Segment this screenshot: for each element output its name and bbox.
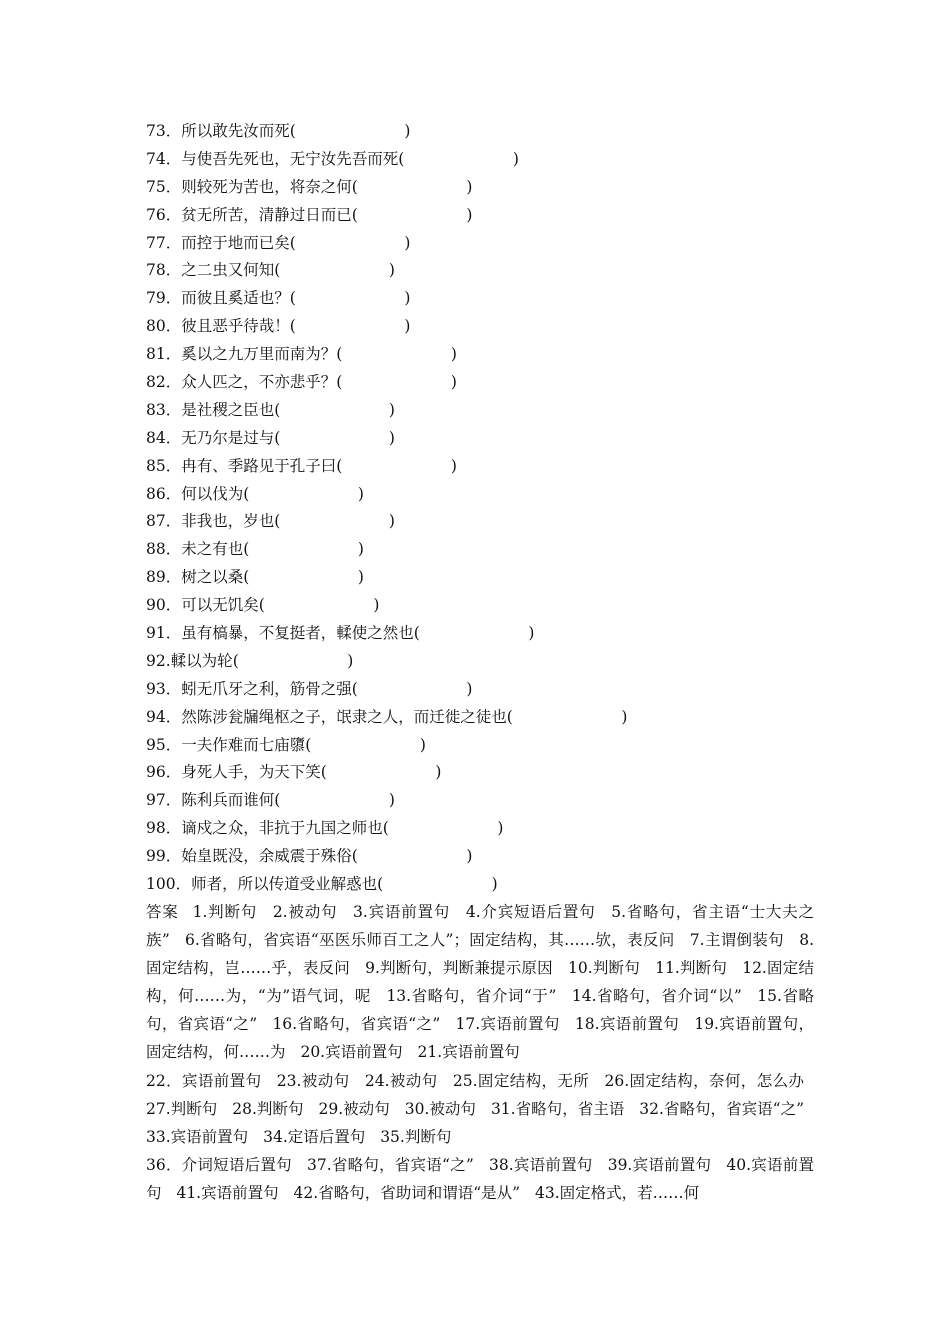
question-text: 无乃尔是过与 xyxy=(181,428,275,447)
answer-entry: 34.定语后置句 xyxy=(263,1127,366,1146)
question-number: 92 xyxy=(146,651,166,670)
question-separator: ． xyxy=(165,345,182,364)
answer-entry: 13.省略句，省介词“于” xyxy=(386,987,557,1006)
question-text: 之二虫又何知 xyxy=(181,261,275,280)
question-text: 彼且恶乎待哉！ xyxy=(181,317,290,336)
answer-heading: 答案 xyxy=(146,903,179,921)
question-text: 然陈涉瓮牖绳枢之子，氓隶之人，而迁徙之徒也 xyxy=(181,707,507,726)
question-item xyxy=(146,425,846,453)
question-text: 身死人手，为天下笑 xyxy=(181,763,321,782)
answer-blank: ( ) xyxy=(232,651,354,670)
answer-blank: ( ) xyxy=(336,373,457,392)
question-item xyxy=(146,759,846,787)
question-text: 谪戍之众，非抗于九国之师也 xyxy=(181,819,383,838)
answer-entry: 21.宾语前置句 xyxy=(417,1043,520,1062)
question-text: 未之有也 xyxy=(181,540,244,559)
question-number: 99 xyxy=(146,847,166,866)
question-separator: ． xyxy=(175,875,192,894)
question-item xyxy=(146,787,846,815)
question-separator: ． xyxy=(165,428,182,447)
question-item xyxy=(146,648,846,676)
question-number: 94 xyxy=(146,707,166,726)
question-item xyxy=(146,118,846,146)
answer-entry: 24.被动句 xyxy=(364,1071,438,1090)
answer-entry: 6.省略句，省宾语“巫医乐师百工之人”；固定结构，其……欤，表反问 xyxy=(185,931,675,950)
answer-blank: ( ) xyxy=(258,596,380,615)
question-item xyxy=(146,704,846,732)
answer-entry: 10.判断句 xyxy=(567,959,640,978)
answer-entry: 26.固定结构，奈何，怎么办 xyxy=(604,1071,804,1090)
question-item xyxy=(146,843,846,871)
question-number: 77 xyxy=(146,233,166,252)
question-text: 非我也，岁也 xyxy=(181,512,275,531)
answer-blank: ( ) xyxy=(274,791,395,810)
question-number: 75 xyxy=(146,177,166,196)
answer-entry: 39.宾语前置句 xyxy=(607,1155,712,1174)
question-text: 一夫作难而七庙隳 xyxy=(181,735,306,754)
answer-blank: ( ) xyxy=(274,428,395,447)
answer-entry: 4.介宾短语后置句 xyxy=(465,903,596,921)
question-text: 与使吾先死也，无宁汝先吾而死 xyxy=(181,149,399,168)
answer-entry: 3.宾语前置句 xyxy=(353,903,451,921)
question-number: 90 xyxy=(146,596,166,615)
question-text: 则较死为苦也，将奈之何 xyxy=(181,177,352,196)
question-item xyxy=(146,174,846,202)
answer-entry: 19.宾语前置句，固定结构，何……为 xyxy=(146,1015,814,1062)
answer-paragraph xyxy=(146,898,814,1067)
question-text: 树之以桑 xyxy=(181,568,244,587)
answer-blank: ( ) xyxy=(398,149,519,168)
question-number: 95 xyxy=(146,735,166,754)
answer-blank: ( ) xyxy=(413,624,535,643)
answer-blank: ( ) xyxy=(243,568,364,587)
answer-entry: 1.判断句 xyxy=(192,903,258,921)
answer-entry: 36．介词短语后置句 xyxy=(146,1155,292,1174)
question-separator: ． xyxy=(165,484,182,503)
question-text: 始皇既没，余威震于殊俗 xyxy=(181,847,352,866)
question-number: 78 xyxy=(146,261,166,280)
question-item xyxy=(146,397,846,425)
answer-blank: ( ) xyxy=(305,735,426,754)
answer-blank: ( ) xyxy=(351,679,473,698)
answer-blank: ( ) xyxy=(336,345,457,364)
answer-entry: 28.判断句 xyxy=(232,1099,304,1118)
question-separator: ． xyxy=(165,624,182,643)
answer-entry: 2.被动句 xyxy=(272,903,338,921)
question-item xyxy=(146,341,846,369)
answer-entry: 40.宾语前置句 xyxy=(146,1155,815,1202)
question-text: 而彼且奚适也？ xyxy=(181,289,290,308)
answer-entry: 42.省略句，省助词和谓语“是从” xyxy=(293,1183,521,1202)
answer-entry: 17.宾语前置句 xyxy=(455,1015,560,1034)
question-item xyxy=(146,871,846,899)
answer-blank: ( ) xyxy=(382,819,504,838)
question-text: 可以无饥矣 xyxy=(181,596,259,615)
question-item xyxy=(146,732,846,760)
question-number: 91 xyxy=(146,624,166,643)
question-separator: ． xyxy=(165,149,182,168)
question-separator: ． xyxy=(165,122,182,140)
answer-entry: 9.判断句，判断兼提示原因 xyxy=(365,959,553,978)
question-number: 87 xyxy=(146,512,166,531)
question-separator: ． xyxy=(165,400,182,419)
question-number: 76 xyxy=(146,205,166,224)
question-number: 74 xyxy=(146,149,166,168)
answer-entry: 29.被动句 xyxy=(318,1099,390,1118)
answer-entry: 23.被动句 xyxy=(276,1071,350,1090)
question-separator: ． xyxy=(165,177,182,196)
question-text: 而控于地而已矣 xyxy=(181,233,290,252)
question-item xyxy=(146,676,846,704)
answer-paragraph xyxy=(146,1151,814,1207)
question-item xyxy=(146,620,846,648)
answer-entry: 33.宾语前置句 xyxy=(146,1127,249,1146)
answer-blank: ( ) xyxy=(506,707,628,726)
question-item xyxy=(146,815,846,843)
question-item xyxy=(146,313,846,341)
question-separator: ． xyxy=(165,205,182,224)
answer-blank: ( ) xyxy=(351,205,473,224)
question-separator: ． xyxy=(165,512,182,531)
question-number: 97 xyxy=(146,791,166,810)
question-text: 是社稷之臣也 xyxy=(181,400,275,419)
question-number: 89 xyxy=(146,568,166,587)
question-item xyxy=(146,592,846,620)
question-separator: ． xyxy=(165,261,182,280)
answer-entry: 16.省略句，省宾语“之” xyxy=(272,1015,441,1034)
question-item xyxy=(146,481,846,509)
question-item xyxy=(146,230,846,258)
answer-entry: 15.省略句，省宾语“之” xyxy=(146,987,815,1034)
question-text: 何以伐为 xyxy=(181,484,244,503)
question-item xyxy=(146,508,846,536)
answer-entry: 35.判断句 xyxy=(380,1127,452,1146)
answer-entry: 8.固定结构，岂……乎，表反问 xyxy=(146,931,814,978)
question-item xyxy=(146,369,846,397)
answer-section xyxy=(146,898,814,1207)
answer-blank: ( ) xyxy=(274,261,395,280)
answer-blank: ( ) xyxy=(289,317,411,336)
question-item xyxy=(146,453,846,481)
question-number: 79 xyxy=(146,289,166,308)
answer-entry: 25.固定结构，无所 xyxy=(452,1071,590,1090)
answer-entry: 32.省略句，省宾语“之” xyxy=(639,1099,805,1118)
question-separator: ． xyxy=(165,679,182,698)
answer-entry: 5.省略句，省主语“士大夫之族” xyxy=(146,903,814,950)
answer-blank: ( ) xyxy=(351,847,473,866)
question-text: 所以敢先汝而死 xyxy=(181,122,290,140)
question-separator: ． xyxy=(165,373,182,392)
question-separator: ． xyxy=(165,568,182,587)
question-separator: ． xyxy=(165,456,182,475)
answer-entry: 27.判断句 xyxy=(146,1099,218,1118)
question-number: 98 xyxy=(146,819,166,838)
question-text: 众人匹之，不亦悲乎？ xyxy=(181,373,337,392)
question-item xyxy=(146,257,846,285)
question-separator: ． xyxy=(165,540,182,559)
question-text: 輮以为轮 xyxy=(170,651,233,670)
question-separator: ． xyxy=(165,289,182,308)
question-item xyxy=(146,564,846,592)
answer-blank: ( ) xyxy=(274,512,395,531)
question-text: 虽有槁暴，不复挺者，輮使之然也 xyxy=(181,624,414,643)
question-text: 冉有、季路见于孔子曰 xyxy=(181,456,337,475)
answer-entry: 11.判断句 xyxy=(655,959,728,978)
answer-blank: ( ) xyxy=(377,875,498,894)
question-text: 师者，所以传道受业解惑也 xyxy=(191,875,378,894)
answer-blank: ( ) xyxy=(243,540,364,559)
question-separator: ． xyxy=(165,233,182,252)
question-number: 84 xyxy=(146,428,166,447)
answer-blank: ( ) xyxy=(289,233,411,252)
answer-entry: 43.固定格式，若……何 xyxy=(534,1183,700,1202)
question-number: 86 xyxy=(146,484,166,503)
answer-entry: 41.宾语前置句 xyxy=(176,1183,279,1202)
question-text: 蚓无爪牙之利，筋骨之强 xyxy=(181,679,352,698)
question-number: 88 xyxy=(146,540,166,559)
question-text: 贫无所苦，清静过日而已 xyxy=(181,205,352,224)
question-separator: ． xyxy=(165,847,182,866)
question-separator: ． xyxy=(165,735,182,754)
answer-blank: ( ) xyxy=(274,400,395,419)
question-number: 85 xyxy=(146,456,166,475)
answer-entry: 7.主谓倒装句 xyxy=(689,931,784,950)
question-separator: ． xyxy=(165,317,182,336)
answer-blank: ( ) xyxy=(243,484,364,503)
question-separator: ． xyxy=(165,819,182,838)
answer-entry: 20.宾语前置句 xyxy=(300,1043,403,1062)
question-separator: ． xyxy=(165,763,182,782)
question-number: 80 xyxy=(146,317,166,336)
question-item xyxy=(146,202,846,230)
question-number: 83 xyxy=(146,400,166,419)
question-separator: . xyxy=(165,651,171,670)
question-number: 100 xyxy=(146,875,176,894)
question-separator: ． xyxy=(165,596,182,615)
answer-entry: 31.省略句，省主语 xyxy=(490,1099,625,1118)
question-item xyxy=(146,146,846,174)
answer-blank: ( ) xyxy=(351,177,473,196)
question-item xyxy=(146,285,846,313)
question-text: 奚以之九万里而南为？ xyxy=(181,345,337,364)
question-list xyxy=(146,118,846,899)
question-item xyxy=(146,536,846,564)
answer-paragraph xyxy=(146,1067,814,1151)
question-number: 73 xyxy=(146,122,166,140)
answer-entry: 37.省略句，省宾语“之” xyxy=(306,1155,474,1174)
answer-entry: 12.固定结构，何……为，“为”语气词，呢 xyxy=(146,959,814,1006)
question-text: 陈利兵而谁何 xyxy=(181,791,275,810)
question-number: 81 xyxy=(146,345,166,364)
question-number: 96 xyxy=(146,763,166,782)
question-number: 93 xyxy=(146,679,166,698)
answer-entry: 30.被动句 xyxy=(404,1099,476,1118)
answer-entry: 18.宾语前置句 xyxy=(574,1015,680,1034)
question-number: 82 xyxy=(146,373,166,392)
question-separator: ． xyxy=(165,791,182,810)
answer-blank: ( ) xyxy=(320,763,442,782)
answer-entry: 14.省略句，省介词“以” xyxy=(571,987,742,1006)
answer-blank: ( ) xyxy=(336,456,457,475)
answer-blank: ( ) xyxy=(289,289,411,308)
answer-blank: ( ) xyxy=(289,122,411,140)
answer-entry: 38.宾语前置句 xyxy=(488,1155,593,1174)
question-separator: ． xyxy=(165,707,182,726)
answer-entry: 22．宾语前置句 xyxy=(146,1071,262,1090)
